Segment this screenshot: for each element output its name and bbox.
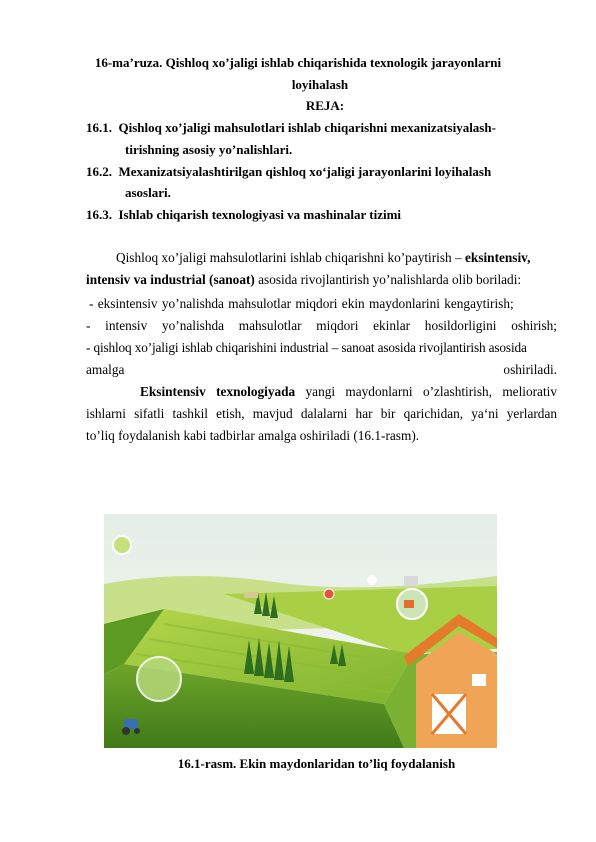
bullet-industrial-cont: amalga oshiriladi. xyxy=(86,362,557,377)
intro-line-2: intensiv va industrial (sanoat) asosida rivojlantirish yo’nalishlarda olib boriladi: xyxy=(86,272,522,287)
para2-line-1: Eksintensiv texnologiyada yangi maydonlarni o’zlashtirish, meliorativ xyxy=(140,384,557,399)
farm-illustration xyxy=(104,514,497,748)
page-title-cont: loyihalash xyxy=(291,77,349,92)
bullet-industrial: - qishloq xo’jaligi ishlab chiqarishini industrial – sanoat asosida rivojlantirish asosida xyxy=(86,340,527,355)
plan-item-1-cont: tirishning asosiy yo’nalishlari. xyxy=(125,142,293,157)
page-title: 16-ma’ruza. Qishloq xo’jaligi ishlab chiqarishida texnologik jarayonlarni xyxy=(94,55,502,70)
marker-icon xyxy=(113,536,131,554)
plan-item-1: 16.1. Qishloq xo’jaligi mahsulotlari ishlab chiqarishni mexanizatsiyalash- xyxy=(86,120,496,135)
figure-caption: 16.1-rasm. Ekin maydonlaridan to’liq foydalanish xyxy=(177,756,456,771)
marker-icon xyxy=(137,657,181,701)
plan-heading: REJA: xyxy=(305,98,345,113)
plan-item-3: 16.3. Ishlab chiqarish texnologiyasi va mashinalar tizimi xyxy=(86,207,402,222)
intro-line-1: Qishloq xo’jaligi mahsulotlarini ishlab chiqarishni ko’paytirish – eksintensiv, xyxy=(116,250,531,265)
plan-item-2-cont: asoslari. xyxy=(125,185,171,200)
bullet-intensive: - intensiv yo’nalishda mahsulotlar miqdori ekinlar hosildorligini oshirish; xyxy=(86,318,557,333)
plan-item-2: 16.2. Mexanizatsiyalashtirilgan qishloq xoʻjaligi jarayonlarini loyihalash xyxy=(86,164,492,179)
bullet-extensive: - eksintensiv yo’nalishda mahsulotlar miqdori ekin maydonlarini kengaytirish; xyxy=(89,296,514,311)
farm-illustration-svg xyxy=(104,514,497,748)
para2-line-2: ishlarni sifatli tashkil etish, mavjud dalalarni har bir qarichidan, ya‘ni yerlardan xyxy=(86,406,557,421)
para2-line-3: to’liq foydalanish kabi tadbirlar amalga oshiriladi (16.1-rasm). xyxy=(86,428,420,443)
